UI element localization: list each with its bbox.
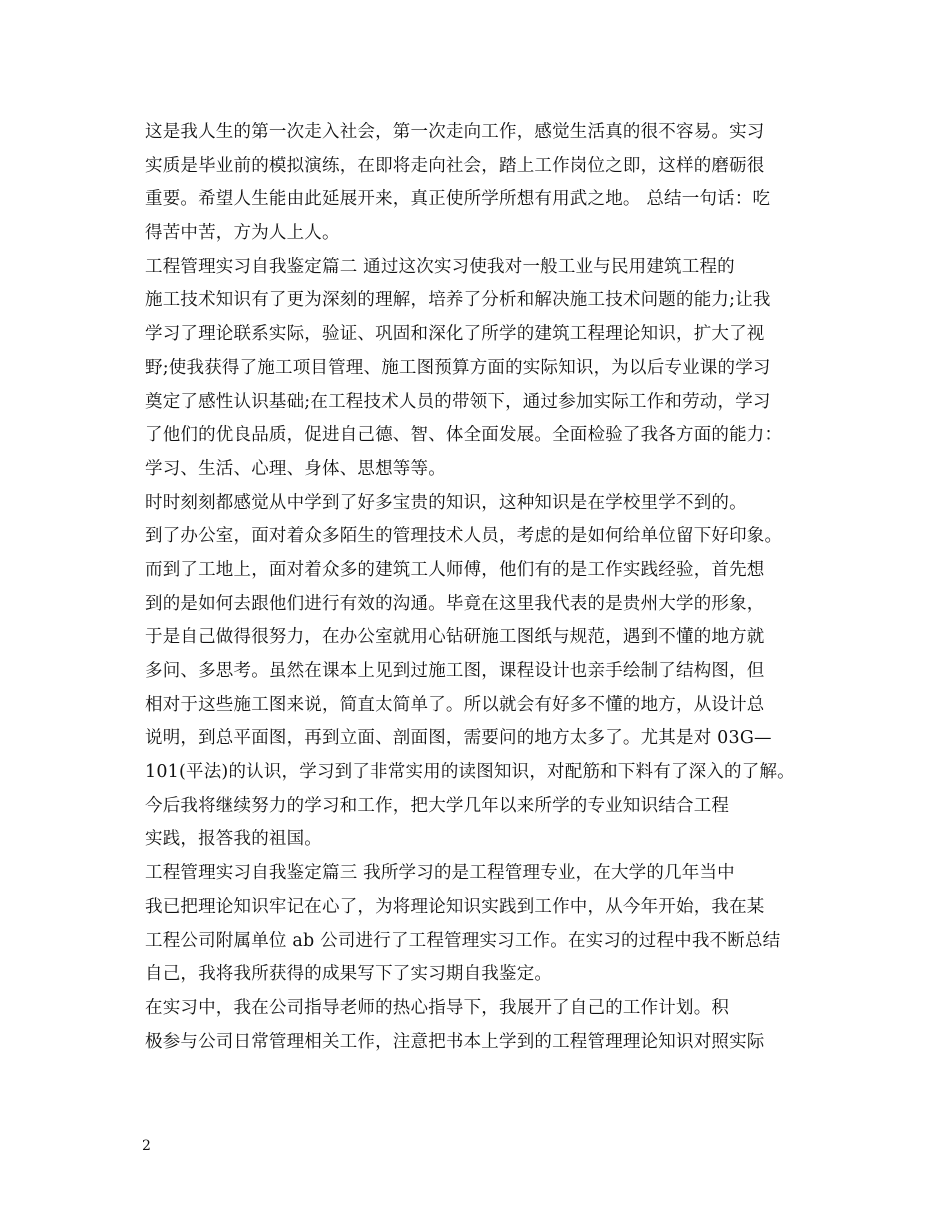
text-line: 施工技术知识有了更为深刻的理解，培养了分析和解决施工技术问题的能力;让我 [145,290,771,311]
text-line: 得苦中苦，方为人上人。 [145,223,340,244]
text-line: 多问、多思考。虽然在课本上见到过施工图，课程设计也亲手绘制了结构图，但 [145,661,765,681]
text-line: 野;使我获得了施工项目管理、施工图预算方面的实际知识，为以后专业课的学习 [145,357,771,378]
text-line: 101(平法)的认识，学习到了非常实用的读图知识，对配筋和下料有了深入的了解。 [145,762,795,783]
text-line: 于是自己做得很努力，在办公室就用心钻研施工图纸与规范，遇到不懂的地方就 [145,627,765,648]
text-line: 而到了工地上，面对着众多的建筑工人师傅，他们有的是工作实践经验，首先想 [145,559,765,580]
text-line: 我已把理论知识牢记在心了，为将理论知识实践到工作中，从今年开始，我在某 [145,896,765,917]
text-line: 自己，我将我所获得的成果写下了实习期自我鉴定。 [145,964,553,985]
text-line: 说明，到总平面图，再到立面、剖面图，需要问的地方太多了。尤其是对 03G— [145,728,772,749]
page-number: 2 [142,1138,151,1154]
text-line: 极参与公司日常管理相关工作，注意把书本上学到的工程管理理论知识对照实际 [145,1031,765,1052]
paragraph-start-line: 时时刻刻都感觉从中学到了好多宝贵的知识，这种知识是在学校里学不到的。 [145,492,747,513]
paragraph-start-line: 今后我将继续努力的学习和工作，把大学几年以来所学的专业知识结合工程 [145,795,730,816]
body-text [145,116,815,1059]
text-line: 相对于这些施工图来说，简直太简单了。所以就会有好多不懂的地方，从设计总 [145,694,765,715]
text-line: 实质是毕业前的模拟演练，在即将走向社会，踏上工作岗位之即，这样的磨砺很 [145,155,765,176]
text-line: 学习了理论联系实际，验证、巩固和深化了所学的建筑工程理论知识，扩大了视 [145,324,765,345]
text-line: 工程公司附属单位 ab 公司进行了工程管理实习工作。在实习的过程中我不断总结 [145,930,781,951]
text-line: 到的是如何去跟他们进行有效的沟通。毕竟在这里我代表的是贵州大学的形象， [145,593,765,614]
section-heading-line: 工程管理实习自我鉴定篇二 通过这次实习使我对一般工业与民用建筑工程的 [145,256,735,277]
text-line: 学习、生活、心理、身体、思想等等。 [145,458,446,479]
text-line: 到了办公室，面对着众多陌生的管理技术人员，考虑的是如何给单位留下好印象。 [145,526,783,547]
text-line: 重要。希望人生能由此延展开来，真正使所学所想有用武之地。 总结一句话：吃 [145,189,771,210]
paragraph-start-line: 在实习中，我在公司指导老师的热心指导下，我展开了自己的工作计划。积 [145,997,730,1018]
text-line: 这是我人生的第一次走入社会，第一次走向工作，感觉生活真的很不容易。实习 [145,122,765,142]
text-line: 奠定了感性认识基础;在工程技术人员的带领下，通过参加实际工作和劳动，学习 [145,391,771,412]
text-line: 了他们的优良品质，促进自己德、智、体全面发展。全面检验了我各方面的能力： [145,425,783,446]
text-line: 实践，报答我的祖国。 [145,829,322,850]
section-heading-line: 工程管理实习自我鉴定篇三 我所学习的是工程管理专业，在大学的几年当中 [145,863,735,884]
